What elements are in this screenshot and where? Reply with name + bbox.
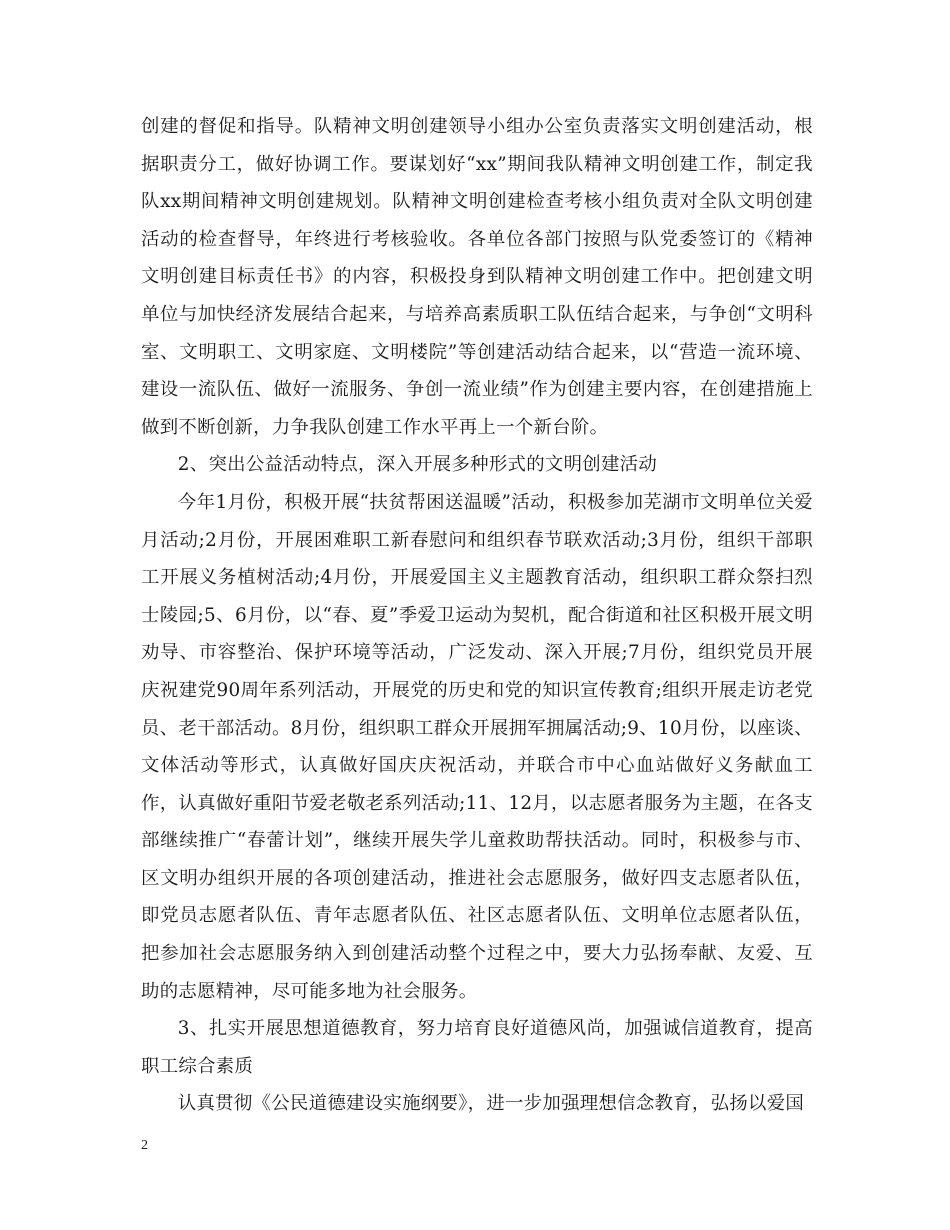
paragraph-activities: 今年1月份，积极开展“扶贫帮困送温暖”活动，积极参加芜湖市文明单位关爱月活动;2月份，开展困难职工新春慰问和组织春节联欢活动;3月份，组织干部职工开展义务植树活动;4月份，开展爱国主义主题教育活动，组织职工群众祭扫烈士陵园;5、6月份，以“春、夏”季爱卫运动为契机，配合街道和社区积极开展文明劝导、市容整治、保护环境等活动，广泛发动、深入开展;7月份，组织党员开展庆祝建党90周年系列活动，开展党的历史和党的知识宣传教育;组织开展走访老党员、老干部活动。8月份，组织职工群众开展拥军拥属活动;9、10月份，以座谈、文体活动等形式，认真做好国庆庆祝活动，并联合市中心血站做好义务献血工作，认真做好重阳节爱老敬老系列活动;11、12月，以志愿者服务为主题，在各支部继续推广“春蕾计划”，继续开展失学儿童救助帮扶活动。同时，积极参与市、区文明办组织开展的各项创建活动，推进社会志愿服务，做好四支志愿者队伍，即党员志愿者队伍、青年志愿者队伍、社区志愿者队伍、文明单位志愿者队伍，把参加社会志愿服务纳入到创建活动整个过程之中，要大力弘扬奉献、友爱、互助的志愿精神，尽可能多地为社会服务。 bbox=[141, 491, 813, 1002]
section-heading-2: 2、突出公益活动特点，深入开展多种形式的文明创建活动 bbox=[177, 454, 658, 476]
page-number: 2 bbox=[141, 1138, 148, 1153]
document-body bbox=[141, 108, 813, 1123]
paragraph-moral-education: 认真贯彻《公民道德建设实施纲要》，进一步加强理想信念教育，弘扬以爱国 bbox=[177, 1093, 805, 1115]
paragraph-continuation: 创建的督促和指导。队精神文明创建领导小组办公室负责落实文明创建活动，根据职责分工，做好协调工作。要谋划好“xx”期间我队精神文明创建工作，制定我队xx期间精神文明创建规划。队精神文明创建检查考核小组负责对全队文明创建活动的检查督导，年终进行考核验收。各单位各部门按照与队党委签订的《精神文明创建目标责任书》的内容，积极投身到队精神文明创建工作中。把创建文明单位与加快经济发展结合起来，与培养高素质职工队伍结合起来，与争创“文明科室、文明职工、文明家庭、文明楼院”等创建活动结合起来，以“营造一流环境、建设一流队伍、做好一流服务、争创一流业绩”作为创建主要内容，在创建措施上做到不断创新，力争我队创建工作水平再上一个新台阶。 bbox=[141, 116, 813, 438]
section-heading-3: 3、扎实开展思想道德教育，努力培育良好道德风尚，加强诚信道教育，提高职工综合素质 bbox=[141, 1018, 813, 1077]
